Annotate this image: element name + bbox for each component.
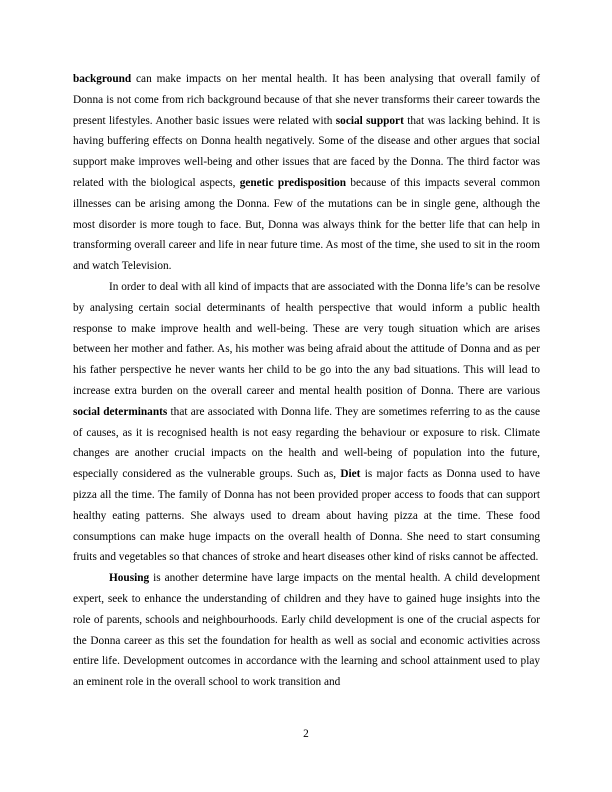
bold-term: social determinants <box>73 405 168 418</box>
text-run: that was lacking behind. It is having buffering effects on Donna health negatively. Some of the disease and other argues that social support make improves well-being and other issues that are faced by the Donna. The third factor was related with the biological aspects, <box>73 114 540 189</box>
bold-term: Housing <box>109 572 150 585</box>
bold-term: genetic predisposition <box>239 176 347 189</box>
text-run: is another determine have large impacts on the mental health. A child development expert, seek to enhance the understanding of children and they have to gained huge insights into the role of parents, schools and neighbourhoods. Early child development is one of the crucial aspects for the Donna career as this set the foundation for health as well as social and economic activities across entire life. Development outcomes in accordance with the learning and school attainment used to play an eminent role in the overall school to work transition and <box>73 572 540 689</box>
paragraph-housing <box>73 568 540 693</box>
text-run: is major facts as Donna used to have pizza all the time. The family of Donna has not been provided proper access to foods that can support healthy eating patterns. She always used to dream about having pizza at the time. These food consumptions can make huge impacts on the overall health of Donna. She need to start consuming fruits and vegetables so that chances of stroke and heart diseases other kind of risks cannot be affected. <box>73 468 540 564</box>
bold-term: social support <box>335 114 404 127</box>
text-run: In order to deal with all kind of impacts that are associated with the Donna life’s can be resolve by analysing certain social determinants of health perspective that would inform a public health response to make improve health and well-being. These are very tough situation which are arises between her mother and father. As, his mother was being afraid about the attitude of Donna and as per his father perspective he never wants her child to be go into the any bad situations. This will lead to increase extra burden on the overall career and mental health position of Donna. There are various <box>73 280 540 397</box>
paragraph-social-determinants <box>73 277 540 568</box>
bold-term: Diet <box>340 468 361 481</box>
page-number: 2 <box>303 728 309 740</box>
text-run: can make impacts on her mental health. It has been analysing that overall family of Donna is not come from rich background because of that she never transforms their career towards the present lifestyles. Another basic issues were related with <box>73 73 540 127</box>
text-run: because of this impacts several common illnesses can be arising among the Donna. Few of the mutations can be in single gene, although the most disorder is more tough to face. But, Donna was always think for the better life that can help in transforming overall career and life in near future time. As most of the time, she used to sit in the room and watch Television. <box>73 176 540 273</box>
text-run: that are associated with Donna life. They are sometimes referring to as the cause of causes, as it is recognised health is not easy regarding the behaviour or exposure to risk. Climate changes are another crucial impacts on the health and well-being of population into the future, especially considered as the vulnerable groups. Such as, <box>73 405 540 481</box>
paragraph-background <box>73 69 540 277</box>
body-text <box>73 69 540 693</box>
bold-term: background <box>73 73 132 85</box>
